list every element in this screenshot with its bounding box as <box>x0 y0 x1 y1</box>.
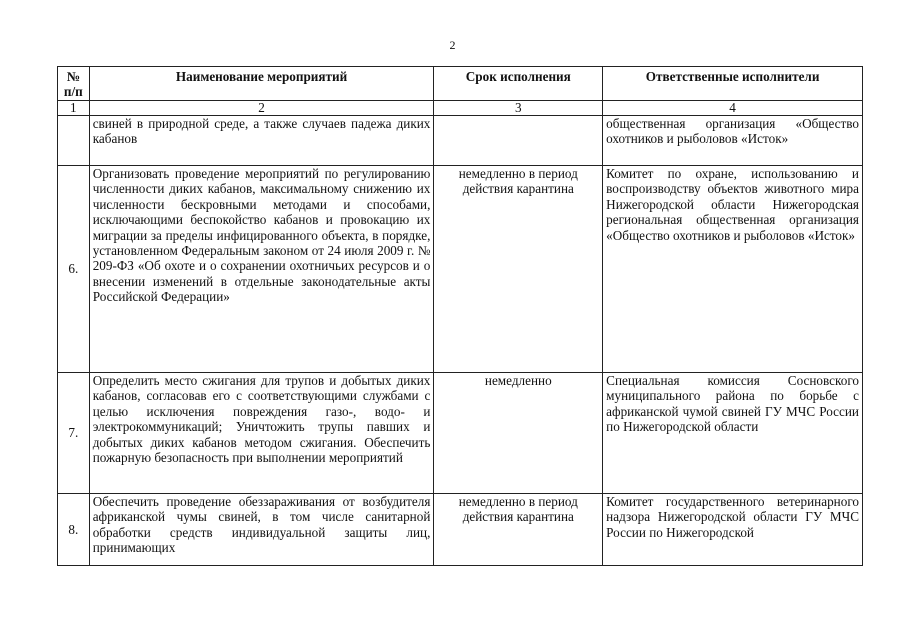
column-index: 2 <box>89 101 434 116</box>
table-row <box>58 373 863 494</box>
responsible-text: общественная организация «Общество охотников и рыболовов «Исток» <box>603 116 863 166</box>
table-row <box>58 494 863 566</box>
row-number <box>58 116 90 166</box>
measure-text: Определить место сжигания для трупов и добытых диких кабанов, согласовав его с соответствующими службами с целью исключения повреждения газо-, водо- и электрокоммуникаций; Уничтожить трупы павших и добытых диких кабанов методом сжигания. Обеспечить пожарную безопасность при выполнении мероприятий <box>89 373 434 494</box>
term-text: немедленно в период действия карантина <box>434 166 603 373</box>
measure-text: свиней в природной среде, а также случаев падежа диких кабанов <box>89 116 434 166</box>
row-number: 7. <box>58 373 90 494</box>
term-text: немедленно в период действия карантина <box>434 494 603 566</box>
header-term: Срок исполнения <box>434 67 603 101</box>
row-number: 8. <box>58 494 90 566</box>
row-number: 6. <box>58 166 90 373</box>
measure-text: Обеспечить проведение обеззараживания от возбудителя африканской чумы свиней, в том числе санитарной обработки средств индивидуальной защиты лиц, принимающих <box>89 494 434 566</box>
column-index: 4 <box>603 101 863 116</box>
column-index-row <box>58 101 863 116</box>
column-index: 1 <box>58 101 90 116</box>
measure-text: Организовать проведение мероприятий по регулированию численности диких кабанов, максимальному снижению их численности бескровными методами и способами, исключающими беспокойство кабанов и провокацию их миграции за пределы инфицированного объекта, в порядке, установленном Федеральным законом от 24 июля 2009 г. № 209-ФЗ «Об охоте и о сохранении охотничьих ресурсов и о внесении изменений в отдельные законодательные акты Российской Федерации» <box>89 166 434 373</box>
responsible-text: Комитет государственного ветеринарного надзора Нижегородской области ГУ МЧС России по Нижегородской <box>603 494 863 566</box>
responsible-text: Комитет по охране, использованию и воспроизводству объектов животного мира Нижегородской области Нижегородская региональная общественная организация «Общество охотников и рыболовов «Исток» <box>603 166 863 373</box>
term-text: немедленно <box>434 373 603 494</box>
header-name: Наименование мероприятий <box>89 67 434 101</box>
column-index: 3 <box>434 101 603 116</box>
table-header-row <box>58 67 863 101</box>
header-num: № п/п <box>58 67 90 101</box>
header-responsible: Ответственные исполнители <box>603 67 863 101</box>
measures-table <box>57 66 863 566</box>
table-row <box>58 116 863 166</box>
page-number: 2 <box>449 38 456 52</box>
term-text <box>434 116 603 166</box>
responsible-text: Специальная комиссия Сосновского муниципального района по борьбе с африканской чумой свиней ГУ МЧС России по Нижегородской области <box>603 373 863 494</box>
table-row <box>58 166 863 373</box>
